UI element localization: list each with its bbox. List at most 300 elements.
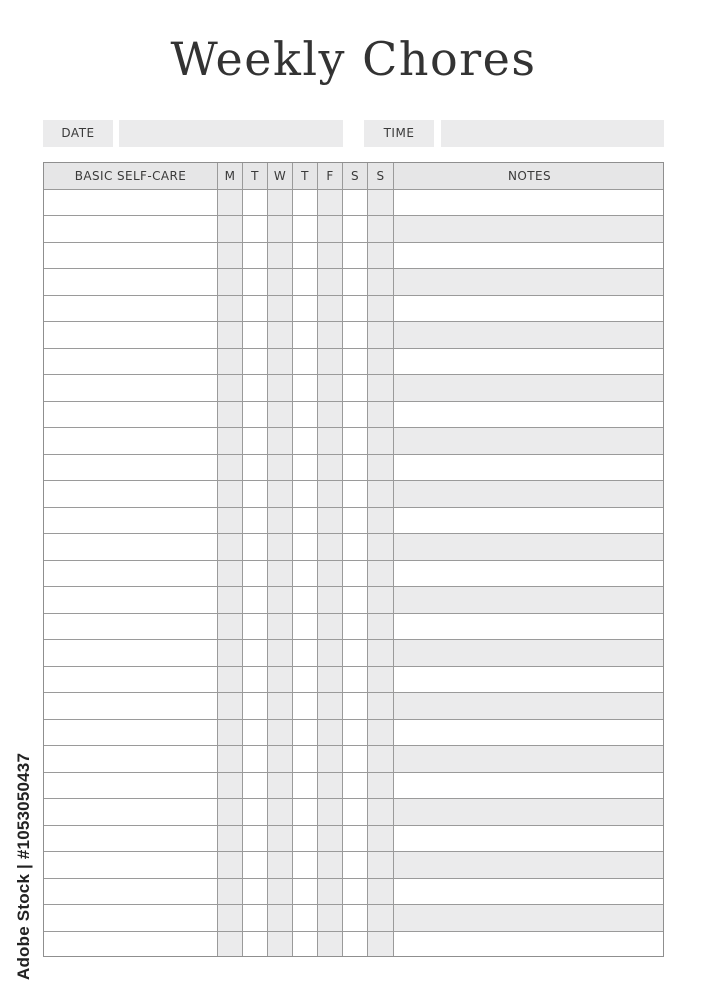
notes-cell[interactable]: [394, 720, 664, 746]
day-checkbox-cell[interactable]: [218, 481, 243, 507]
day-checkbox-cell[interactable]: [318, 773, 343, 799]
table-row: [44, 481, 663, 508]
notes-cell[interactable]: [394, 216, 664, 242]
day-checkbox-cell[interactable]: [218, 799, 243, 825]
day-checkbox-cell[interactable]: [218, 561, 243, 587]
notes-cell[interactable]: [394, 481, 664, 507]
notes-cell[interactable]: [394, 693, 664, 719]
day-checkbox-cell[interactable]: [343, 296, 368, 322]
day-checkbox-cell[interactable]: [293, 375, 318, 401]
day-checkbox-cell[interactable]: [218, 720, 243, 746]
day-checkbox-cell[interactable]: [318, 269, 343, 295]
notes-cell[interactable]: [394, 561, 664, 587]
table-row: [44, 375, 663, 402]
day-checkbox-cell[interactable]: [343, 534, 368, 560]
day-checkbox-cell[interactable]: [368, 799, 394, 825]
day-checkbox-cell[interactable]: [293, 534, 318, 560]
day-checkbox-cell[interactable]: [243, 693, 268, 719]
day-checkbox-cell[interactable]: [368, 375, 394, 401]
notes-cell[interactable]: [394, 905, 664, 931]
day-checkbox-cell[interactable]: [268, 243, 293, 269]
day-checkbox-cell[interactable]: [268, 879, 293, 905]
day-checkbox-cell[interactable]: [343, 826, 368, 852]
notes-cell[interactable]: [394, 667, 664, 693]
day-checkbox-cell[interactable]: [243, 746, 268, 772]
day-checkbox-cell[interactable]: [318, 587, 343, 613]
notes-cell[interactable]: [394, 879, 664, 905]
chore-cell[interactable]: [44, 243, 218, 269]
day-checkbox-cell[interactable]: [218, 322, 243, 348]
notes-cell[interactable]: [394, 402, 664, 428]
day-checkbox-cell[interactable]: [368, 667, 394, 693]
table-row: [44, 693, 663, 720]
day-checkbox-cell[interactable]: [293, 932, 318, 958]
day-checkbox-cell[interactable]: [268, 296, 293, 322]
day-checkbox-cell[interactable]: [243, 428, 268, 454]
day-checkbox-cell[interactable]: [318, 852, 343, 878]
table-row: [44, 720, 663, 747]
day-checkbox-cell[interactable]: [318, 746, 343, 772]
notes-cell[interactable]: [394, 534, 664, 560]
day-checkbox-cell[interactable]: [243, 190, 268, 216]
day-checkbox-cell[interactable]: [318, 614, 343, 640]
table-row: [44, 349, 663, 376]
day-checkbox-cell[interactable]: [318, 905, 343, 931]
day-checkbox-cell[interactable]: [268, 587, 293, 613]
day-checkbox-cell[interactable]: [293, 693, 318, 719]
day-checkbox-cell[interactable]: [368, 269, 394, 295]
day-checkbox-cell[interactable]: [343, 269, 368, 295]
chore-cell[interactable]: [44, 508, 218, 534]
day-checkbox-cell[interactable]: [218, 243, 243, 269]
day-checkbox-cell[interactable]: [318, 508, 343, 534]
notes-cell[interactable]: [394, 587, 664, 613]
day-checkbox-cell[interactable]: [318, 879, 343, 905]
day-checkbox-cell[interactable]: [343, 243, 368, 269]
day-checkbox-cell[interactable]: [343, 799, 368, 825]
day-checkbox-cell[interactable]: [368, 905, 394, 931]
day-checkbox-cell[interactable]: [268, 905, 293, 931]
day-checkbox-cell[interactable]: [318, 190, 343, 216]
chore-cell[interactable]: [44, 720, 218, 746]
day-checkbox-cell[interactable]: [243, 349, 268, 375]
day-checkbox-cell[interactable]: [343, 402, 368, 428]
day-checkbox-cell[interactable]: [243, 905, 268, 931]
chore-cell[interactable]: [44, 826, 218, 852]
day-checkbox-cell[interactable]: [318, 402, 343, 428]
table-row: [44, 428, 663, 455]
day-checkbox-cell[interactable]: [293, 852, 318, 878]
day-checkbox-cell[interactable]: [368, 773, 394, 799]
chore-cell[interactable]: [44, 561, 218, 587]
chore-cell[interactable]: [44, 640, 218, 666]
day-checkbox-cell[interactable]: [268, 322, 293, 348]
day-checkbox-cell[interactable]: [293, 720, 318, 746]
day-checkbox-cell[interactable]: [318, 375, 343, 401]
day-checkbox-cell[interactable]: [218, 375, 243, 401]
day-checkbox-cell[interactable]: [243, 243, 268, 269]
table-row: [44, 402, 663, 429]
day-checkbox-cell[interactable]: [343, 667, 368, 693]
table-header-row: [44, 163, 663, 190]
day-checkbox-cell[interactable]: [368, 243, 394, 269]
chore-cell[interactable]: [44, 428, 218, 454]
day-checkbox-cell[interactable]: [218, 349, 243, 375]
day-checkbox-cell[interactable]: [218, 296, 243, 322]
day-checkbox-cell[interactable]: [293, 349, 318, 375]
table-row: [44, 905, 663, 932]
day-checkbox-cell[interactable]: [243, 932, 268, 958]
day-checkbox-cell[interactable]: [218, 455, 243, 481]
day-checkbox-cell[interactable]: [293, 243, 318, 269]
day-checkbox-cell[interactable]: [293, 667, 318, 693]
day-checkbox-cell[interactable]: [343, 852, 368, 878]
notes-cell[interactable]: [394, 773, 664, 799]
day-checkbox-cell[interactable]: [368, 481, 394, 507]
day-checkbox-cell[interactable]: [368, 190, 394, 216]
notes-cell[interactable]: [394, 375, 664, 401]
day-checkbox-cell[interactable]: [293, 269, 318, 295]
day-checkbox-cell[interactable]: [343, 614, 368, 640]
time-label: TIME: [364, 120, 434, 147]
day-checkbox-cell[interactable]: [268, 799, 293, 825]
day-checkbox-cell[interactable]: [318, 799, 343, 825]
day-checkbox-cell[interactable]: [268, 614, 293, 640]
day-checkbox-cell[interactable]: [243, 879, 268, 905]
chore-cell[interactable]: [44, 349, 218, 375]
day-checkbox-cell[interactable]: [243, 269, 268, 295]
table-row: [44, 322, 663, 349]
day-checkbox-cell[interactable]: [243, 534, 268, 560]
day-checkbox-cell[interactable]: [218, 587, 243, 613]
day-checkbox-cell[interactable]: [318, 296, 343, 322]
table-row: [44, 587, 663, 614]
day-header: M: [218, 163, 243, 189]
day-checkbox-cell[interactable]: [268, 720, 293, 746]
chore-cell[interactable]: [44, 932, 218, 958]
day-checkbox-cell[interactable]: [293, 455, 318, 481]
table-row: [44, 667, 663, 694]
day-checkbox-cell[interactable]: [243, 508, 268, 534]
day-checkbox-cell[interactable]: [368, 693, 394, 719]
day-checkbox-cell[interactable]: [243, 799, 268, 825]
day-checkbox-cell[interactable]: [368, 826, 394, 852]
day-checkbox-cell[interactable]: [318, 640, 343, 666]
day-checkbox-cell[interactable]: [293, 561, 318, 587]
day-checkbox-cell[interactable]: [218, 773, 243, 799]
table-row: [44, 216, 663, 243]
day-checkbox-cell[interactable]: [318, 561, 343, 587]
day-checkbox-cell[interactable]: [318, 349, 343, 375]
day-checkbox-cell[interactable]: [368, 720, 394, 746]
chore-cell[interactable]: [44, 587, 218, 613]
date-label: DATE: [43, 120, 113, 147]
day-checkbox-cell[interactable]: [268, 561, 293, 587]
day-checkbox-cell[interactable]: [268, 852, 293, 878]
day-checkbox-cell[interactable]: [268, 826, 293, 852]
day-checkbox-cell[interactable]: [268, 216, 293, 242]
notes-cell[interactable]: [394, 428, 664, 454]
table-row: [44, 296, 663, 323]
day-checkbox-cell[interactable]: [343, 349, 368, 375]
day-checkbox-cell[interactable]: [343, 932, 368, 958]
day-checkbox-cell[interactable]: [368, 216, 394, 242]
day-checkbox-cell[interactable]: [343, 322, 368, 348]
day-checkbox-cell[interactable]: [243, 720, 268, 746]
day-checkbox-cell[interactable]: [293, 508, 318, 534]
chore-cell[interactable]: [44, 296, 218, 322]
day-checkbox-cell[interactable]: [218, 852, 243, 878]
notes-cell[interactable]: [394, 322, 664, 348]
day-checkbox-cell[interactable]: [318, 428, 343, 454]
chore-cell[interactable]: [44, 481, 218, 507]
day-checkbox-cell[interactable]: [218, 402, 243, 428]
day-checkbox-cell[interactable]: [293, 190, 318, 216]
day-checkbox-cell[interactable]: [218, 534, 243, 560]
day-checkbox-cell[interactable]: [218, 693, 243, 719]
day-checkbox-cell[interactable]: [218, 879, 243, 905]
day-checkbox-cell[interactable]: [318, 322, 343, 348]
day-checkbox-cell[interactable]: [268, 932, 293, 958]
day-checkbox-cell[interactable]: [368, 349, 394, 375]
day-checkbox-cell[interactable]: [243, 481, 268, 507]
day-checkbox-cell[interactable]: [218, 640, 243, 666]
notes-cell[interactable]: [394, 296, 664, 322]
day-checkbox-cell[interactable]: [343, 481, 368, 507]
day-checkbox-cell[interactable]: [318, 667, 343, 693]
notes-header: NOTES: [508, 169, 551, 183]
day-checkbox-cell[interactable]: [268, 640, 293, 666]
day-checkbox-cell[interactable]: [243, 216, 268, 242]
day-checkbox-cell[interactable]: [368, 508, 394, 534]
day-checkbox-cell[interactable]: [318, 826, 343, 852]
day-checkbox-cell[interactable]: [218, 190, 243, 216]
table-row: [44, 561, 663, 588]
day-checkbox-cell[interactable]: [268, 667, 293, 693]
notes-cell[interactable]: [394, 614, 664, 640]
day-checkbox-cell[interactable]: [218, 826, 243, 852]
day-checkbox-cell[interactable]: [268, 269, 293, 295]
chore-cell[interactable]: [44, 879, 218, 905]
day-checkbox-cell[interactable]: [293, 799, 318, 825]
day-checkbox-cell[interactable]: [243, 296, 268, 322]
day-checkbox-cell[interactable]: [293, 773, 318, 799]
day-checkbox-cell[interactable]: [243, 375, 268, 401]
day-checkbox-cell[interactable]: [368, 561, 394, 587]
notes-cell[interactable]: [394, 852, 664, 878]
day-checkbox-cell[interactable]: [343, 587, 368, 613]
day-checkbox-cell[interactable]: [293, 402, 318, 428]
day-checkbox-cell[interactable]: [293, 905, 318, 931]
table-row: [44, 614, 663, 641]
day-checkbox-cell[interactable]: [293, 746, 318, 772]
day-checkbox-cell[interactable]: [268, 773, 293, 799]
notes-cell[interactable]: [394, 243, 664, 269]
notes-cell[interactable]: [394, 455, 664, 481]
day-checkbox-cell[interactable]: [218, 216, 243, 242]
chore-cell[interactable]: [44, 322, 218, 348]
day-checkbox-cell[interactable]: [368, 932, 394, 958]
day-checkbox-cell[interactable]: [368, 322, 394, 348]
day-checkbox-cell[interactable]: [293, 826, 318, 852]
chore-cell[interactable]: [44, 667, 218, 693]
day-checkbox-cell[interactable]: [243, 667, 268, 693]
day-header: T: [293, 163, 318, 189]
day-checkbox-cell[interactable]: [318, 693, 343, 719]
day-checkbox-cell[interactable]: [243, 402, 268, 428]
day-checkbox-cell[interactable]: [243, 587, 268, 613]
notes-cell[interactable]: [394, 640, 664, 666]
day-checkbox-cell[interactable]: [343, 879, 368, 905]
notes-cell[interactable]: [394, 349, 664, 375]
day-checkbox-cell[interactable]: [293, 614, 318, 640]
table-row: [44, 773, 663, 800]
day-checkbox-cell[interactable]: [243, 852, 268, 878]
day-checkbox-cell[interactable]: [368, 640, 394, 666]
day-checkbox-cell[interactable]: [343, 561, 368, 587]
day-checkbox-cell[interactable]: [243, 640, 268, 666]
day-checkbox-cell[interactable]: [343, 720, 368, 746]
chore-cell[interactable]: [44, 375, 218, 401]
day-checkbox-cell[interactable]: [318, 243, 343, 269]
table-row: [44, 534, 663, 561]
day-checkbox-cell[interactable]: [343, 746, 368, 772]
chore-cell[interactable]: [44, 269, 218, 295]
notes-cell[interactable]: [394, 269, 664, 295]
day-checkbox-cell[interactable]: [318, 455, 343, 481]
day-checkbox-cell[interactable]: [343, 428, 368, 454]
day-checkbox-cell[interactable]: [343, 905, 368, 931]
day-checkbox-cell[interactable]: [268, 481, 293, 507]
table-row: [44, 852, 663, 879]
day-checkbox-cell[interactable]: [243, 322, 268, 348]
table-row: [44, 243, 663, 270]
notes-cell[interactable]: [394, 508, 664, 534]
day-checkbox-cell[interactable]: [368, 879, 394, 905]
table-row: [44, 508, 663, 535]
chore-cell[interactable]: [44, 693, 218, 719]
notes-cell[interactable]: [394, 932, 664, 958]
day-checkbox-cell[interactable]: [243, 773, 268, 799]
day-checkbox-cell[interactable]: [268, 349, 293, 375]
time-field[interactable]: [441, 120, 664, 147]
day-header: W: [268, 163, 293, 189]
day-checkbox-cell[interactable]: [268, 455, 293, 481]
day-checkbox-cell[interactable]: [368, 428, 394, 454]
table-row: [44, 826, 663, 853]
day-checkbox-cell[interactable]: [368, 402, 394, 428]
day-checkbox-cell[interactable]: [218, 428, 243, 454]
day-checkbox-cell[interactable]: [343, 508, 368, 534]
day-checkbox-cell[interactable]: [218, 269, 243, 295]
day-checkbox-cell[interactable]: [343, 190, 368, 216]
chore-cell[interactable]: [44, 190, 218, 216]
table-row: [44, 455, 663, 482]
day-checkbox-cell[interactable]: [268, 190, 293, 216]
day-checkbox-cell[interactable]: [218, 508, 243, 534]
day-checkbox-cell[interactable]: [318, 534, 343, 560]
day-checkbox-cell[interactable]: [243, 455, 268, 481]
day-checkbox-cell[interactable]: [318, 481, 343, 507]
day-header: F: [318, 163, 343, 189]
chore-cell[interactable]: [44, 614, 218, 640]
day-checkbox-cell[interactable]: [293, 481, 318, 507]
day-checkbox-cell[interactable]: [268, 534, 293, 560]
chore-cell[interactable]: [44, 905, 218, 931]
chore-cell[interactable]: [44, 773, 218, 799]
day-checkbox-cell[interactable]: [368, 534, 394, 560]
table-row: [44, 932, 663, 958]
day-checkbox-cell[interactable]: [293, 216, 318, 242]
day-checkbox-cell[interactable]: [293, 640, 318, 666]
table-row: [44, 269, 663, 296]
day-checkbox-cell[interactable]: [343, 375, 368, 401]
day-checkbox-cell[interactable]: [343, 773, 368, 799]
stock-id-watermark: [13, 752, 35, 980]
day-checkbox-cell[interactable]: [318, 720, 343, 746]
day-checkbox-cell[interactable]: [268, 402, 293, 428]
chore-cell[interactable]: [44, 746, 218, 772]
day-header: T: [243, 163, 268, 189]
day-checkbox-cell[interactable]: [243, 561, 268, 587]
day-checkbox-cell[interactable]: [293, 296, 318, 322]
day-checkbox-cell[interactable]: [318, 216, 343, 242]
notes-cell[interactable]: [394, 826, 664, 852]
day-checkbox-cell[interactable]: [268, 428, 293, 454]
day-checkbox-cell[interactable]: [218, 746, 243, 772]
day-checkbox-cell[interactable]: [268, 746, 293, 772]
day-checkbox-cell[interactable]: [293, 879, 318, 905]
day-checkbox-cell[interactable]: [343, 455, 368, 481]
day-checkbox-cell[interactable]: [368, 746, 394, 772]
chore-cell[interactable]: [44, 534, 218, 560]
day-checkbox-cell[interactable]: [368, 587, 394, 613]
day-checkbox-cell[interactable]: [293, 587, 318, 613]
chores-table: [43, 162, 664, 957]
day-checkbox-cell[interactable]: [368, 455, 394, 481]
day-checkbox-cell[interactable]: [368, 296, 394, 322]
chore-cell[interactable]: [44, 402, 218, 428]
day-checkbox-cell[interactable]: [243, 826, 268, 852]
day-checkbox-cell[interactable]: [293, 428, 318, 454]
day-checkbox-cell[interactable]: [343, 216, 368, 242]
day-checkbox-cell[interactable]: [268, 375, 293, 401]
day-checkbox-cell[interactable]: [218, 905, 243, 931]
day-checkbox-cell[interactable]: [218, 614, 243, 640]
day-checkbox-cell[interactable]: [268, 508, 293, 534]
day-checkbox-cell[interactable]: [368, 614, 394, 640]
day-checkbox-cell[interactable]: [368, 852, 394, 878]
day-checkbox-cell[interactable]: [268, 693, 293, 719]
day-checkbox-cell[interactable]: [343, 693, 368, 719]
day-checkbox-cell[interactable]: [218, 932, 243, 958]
notes-cell[interactable]: [394, 799, 664, 825]
notes-cell[interactable]: [394, 746, 664, 772]
chore-cell[interactable]: [44, 799, 218, 825]
day-checkbox-cell[interactable]: [218, 667, 243, 693]
notes-cell[interactable]: [394, 190, 664, 216]
chore-cell[interactable]: [44, 455, 218, 481]
table-row: [44, 640, 663, 667]
day-checkbox-cell[interactable]: [243, 614, 268, 640]
day-checkbox-cell[interactable]: [318, 932, 343, 958]
day-checkbox-cell[interactable]: [343, 640, 368, 666]
table-row: [44, 799, 663, 826]
day-checkbox-cell[interactable]: [293, 322, 318, 348]
date-field[interactable]: [119, 120, 343, 147]
chore-cell[interactable]: [44, 852, 218, 878]
chore-cell[interactable]: [44, 216, 218, 242]
